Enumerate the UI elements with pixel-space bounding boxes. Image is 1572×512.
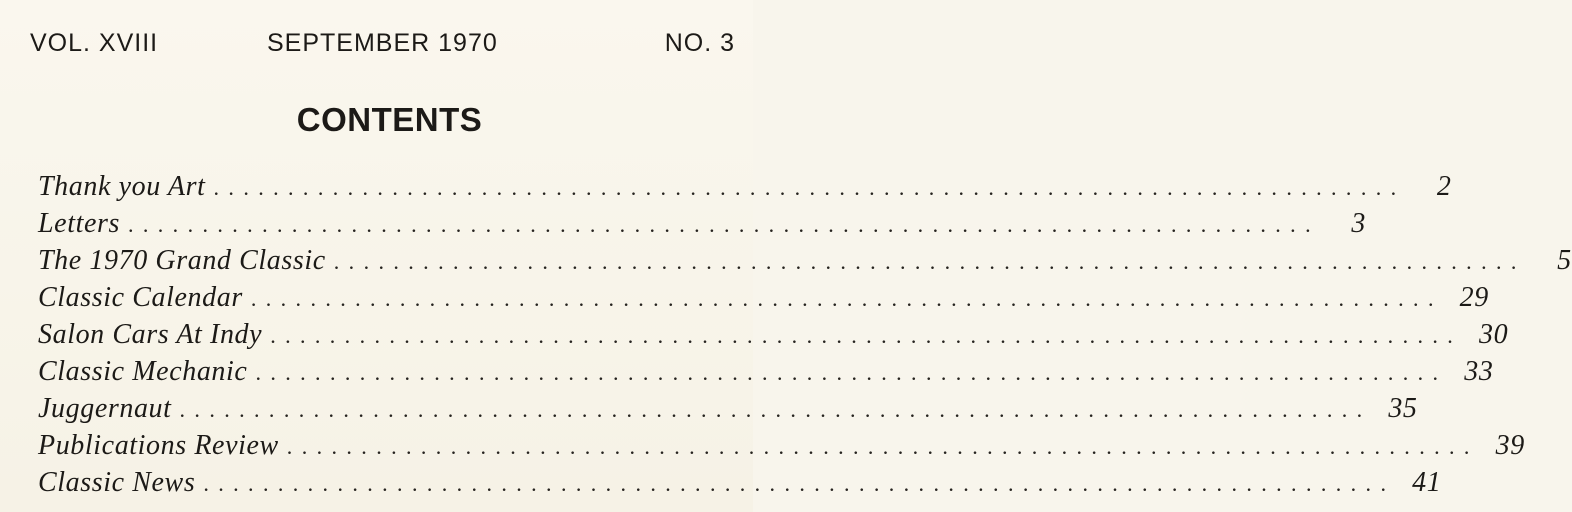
toc-entry <box>38 390 1418 427</box>
volume-label: VOL. XVIII <box>30 29 159 57</box>
toc-entry <box>38 242 1572 279</box>
toc-entry-title: Publications Review <box>38 430 279 461</box>
toc-entry-page: 2 <box>1436 171 1452 202</box>
dot-leader: ................................................................................ <box>127 212 1320 237</box>
toc-entry-page: 30 <box>1478 319 1509 350</box>
toc-entry-title: Thank you Art <box>38 171 206 202</box>
toc-entry-title: Classic Mechanic <box>38 356 248 387</box>
dot-leader: ................................................................................ <box>213 175 1406 200</box>
dot-leader: ................................................................................ <box>286 434 1479 459</box>
toc-entry-page: 39 <box>1495 430 1525 461</box>
toc-entry-page: 33 <box>1464 356 1494 387</box>
issue-number: NO. 3 <box>664 29 735 57</box>
table-of-contents <box>38 168 1572 501</box>
toc-entry <box>38 427 1525 464</box>
dot-leader: ................................................................................ <box>203 471 1396 496</box>
toc-entry <box>38 464 1442 501</box>
dot-leader: ................................................................................ <box>250 286 1443 311</box>
toc-entry <box>38 353 1494 390</box>
toc-entry-title: Classic News <box>38 467 196 498</box>
toc-entry-page: 29 <box>1459 282 1489 313</box>
contents-title: CONTENTS <box>296 101 483 138</box>
toc-entry <box>38 168 1452 205</box>
toc-entry <box>38 279 1489 316</box>
toc-entry-page: 35 <box>1388 393 1418 424</box>
toc-entry <box>38 316 1509 353</box>
toc-entry-title: The 1970 Grand Classic <box>38 245 326 276</box>
dot-leader: ................................................................................ <box>270 323 1463 348</box>
toc-entry-page: 3 <box>1351 208 1366 239</box>
toc-entry <box>38 205 1366 242</box>
toc-entry-page: 5 <box>1557 245 1572 276</box>
issue-date: SEPTEMBER 1970 <box>267 29 498 57</box>
toc-entry-title: Juggernaut <box>38 393 172 424</box>
dot-leader: ................................................................................ <box>255 360 1448 385</box>
dot-leader: ................................................................................ <box>333 249 1526 274</box>
dot-leader: ................................................................................ <box>179 397 1372 422</box>
toc-entry-page: 41 <box>1412 467 1442 498</box>
toc-entry-title: Salon Cars At Indy <box>38 319 263 350</box>
toc-entry-title: Classic Calendar <box>38 282 243 313</box>
toc-entry-title: Letters <box>38 208 120 239</box>
